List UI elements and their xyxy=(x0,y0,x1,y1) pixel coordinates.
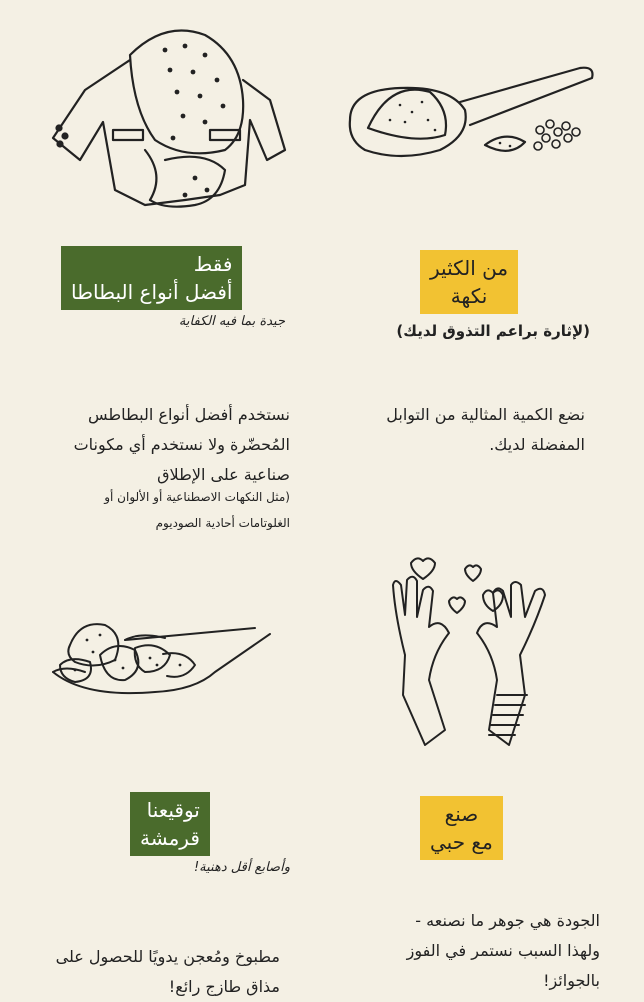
body-line: الجودة هي جوهر ما نصنعه - xyxy=(415,911,600,930)
section-made-with-love xyxy=(420,796,520,860)
badge-line-1: صنع xyxy=(444,802,479,826)
badge-line-1: فقط xyxy=(193,252,233,276)
section-made-with-love-body xyxy=(360,906,600,996)
hands-hearts-illustration xyxy=(385,555,560,755)
section-best-potatoes-body xyxy=(40,400,290,490)
body-line: ولهذا السبب نستمر في الفوز xyxy=(406,941,600,960)
section-flavor xyxy=(360,250,590,340)
note-line: (مثل النكهات الاصطناعية أو الألوان أو xyxy=(104,490,290,504)
caption: جيدة بما فيه الكفاية xyxy=(178,314,285,329)
note-line: الغلوتامات أحادية الصوديوم xyxy=(155,516,290,530)
hand-chips-icon xyxy=(45,610,275,710)
badge-line-1: توقيعنا xyxy=(146,798,200,822)
hands-hearts-icon xyxy=(385,555,560,755)
badge-line-2: قرمشة xyxy=(140,826,200,850)
spice-spoon-icon xyxy=(340,50,600,180)
body-line: مذاق طازج رائع! xyxy=(168,977,280,996)
body-line: بالجوائز! xyxy=(543,971,600,990)
hand-chips-illustration xyxy=(45,610,275,710)
caption: (لإثارة براعم التذوق لديك) xyxy=(396,322,590,340)
caption: وأصابع أقل دهنية! xyxy=(193,860,290,875)
badge-made-with-love xyxy=(420,796,503,860)
badge-line-1: من الكثير xyxy=(430,256,509,280)
body-line: نضع الكمية المثالية من التوابل xyxy=(386,405,585,424)
body-line: صناعية على الإطلاق xyxy=(157,465,290,484)
spice-spoon-illustration xyxy=(340,50,600,180)
coat-icon xyxy=(45,10,295,210)
coat-illustration xyxy=(45,10,295,210)
badge-line-2: نكهة xyxy=(450,284,488,308)
body-line: نستخدم أفضل أنواع البطاطس xyxy=(88,405,290,424)
badge-best-potatoes xyxy=(61,246,242,310)
body-line: المفضلة لديك. xyxy=(489,435,585,454)
section-best-potatoes xyxy=(55,246,285,329)
section-best-potatoes-note xyxy=(40,484,290,536)
badge-crunch xyxy=(130,792,210,856)
section-crunch xyxy=(110,792,290,875)
badge-flavor xyxy=(420,250,518,314)
badge-line-2: مع حبي xyxy=(430,830,493,854)
section-crunch-body xyxy=(30,942,280,1002)
section-flavor-body xyxy=(345,400,585,460)
body-line: المُحضّرة ولا نستخدم أي مكونات xyxy=(73,435,290,454)
body-line: مطبوخ ومُعجن يدويًا للحصول على xyxy=(55,947,280,966)
badge-line-2: أفضل أنواع البطاطا xyxy=(71,280,233,304)
